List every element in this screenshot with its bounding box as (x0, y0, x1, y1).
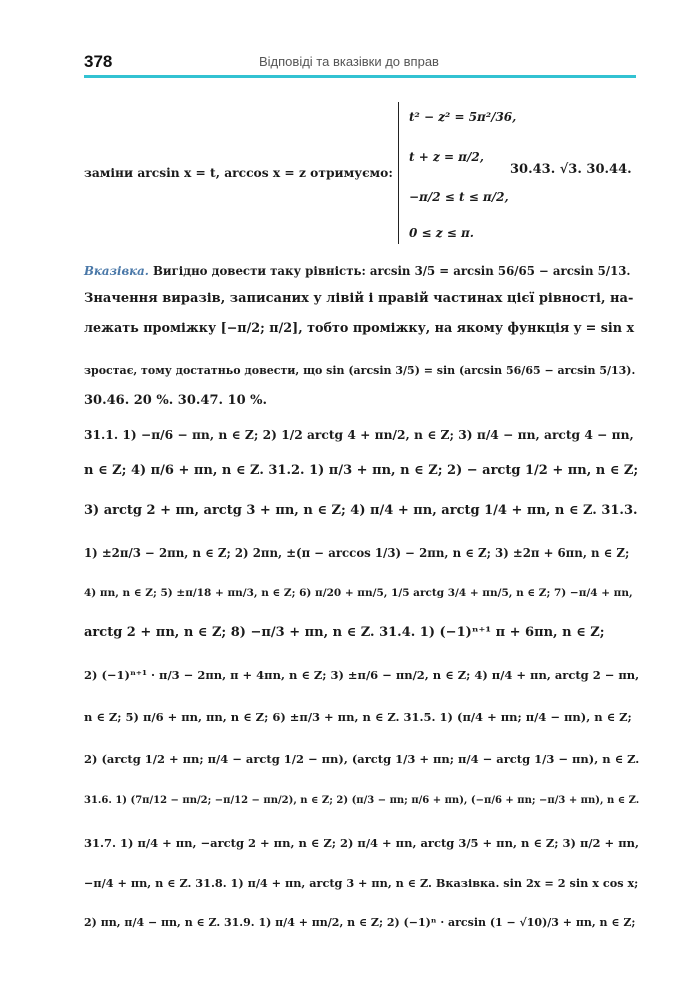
answer-line: 31.6. 1) (7π/12 − πn/2; −π/12 − πn/2), n ∈ Z; 2) (π/3 − πn; π/6 + πn), (−π/6 + πn; −π/3 + πn), n ∈ Z. (84, 795, 640, 806)
hint-label: Вказівка. (84, 264, 149, 278)
hint-line: 30.46. 20 %. 30.47. 10 %. (84, 393, 268, 408)
answer-line: 2) πn, π/4 − πn, n ∈ Z. 31.9. 1) π/4 + πn/2, n ∈ Z; 2) (−1)ⁿ · arcsin (1 − √10)/3 + πn, n ∈ Z; (84, 916, 636, 929)
answer-line: n ∈ Z; 4) π/6 + πn, n ∈ Z. 31.2. 1) π/3 + πn, n ∈ Z; 2) − arctg 1/2 + πn, n ∈ Z; (84, 463, 639, 478)
equation-system (398, 102, 517, 244)
running-title: Відповіді та вказівки до вправ (259, 54, 439, 69)
system-row: t + z = π/2, (409, 150, 484, 164)
answer-line: 31.7. 1) π/4 + πn, −arctg 2 + πn, n ∈ Z; 2) π/4 + πn, arctg 3/5 + πn, n ∈ Z; 3) π/2 + πn, (84, 836, 639, 850)
hint-text: Вигідно довести таку рівність: arcsin 3/5 = arcsin 56/65 − arcsin 5/13. (152, 264, 631, 278)
hint-line: Значення виразів, записаних у лівій і правій частинах цієї рівності, на- (84, 291, 634, 306)
answer-line: arctg 2 + πn, n ∈ Z; 8) −π/3 + πn, n ∈ Z. 31.4. 1) (−1)ⁿ⁺¹ π + 6πn, n ∈ Z; (84, 625, 605, 640)
system-intro: заміни arcsin x = t, arccos x = z отримуємо: (84, 165, 393, 180)
answer-line: n ∈ Z; 5) π/6 + πn, πn, n ∈ Z; 6) ±π/3 + πn, n ∈ Z. 31.5. 1) (π/4 + πn; π/4 − πn), n ∈ Z; (84, 710, 632, 724)
answer-line: 3) arctg 2 + πn, arctg 3 + πn, n ∈ Z; 4) π/4 + πn, arctg 1/4 + πn, n ∈ Z. 31.3. (84, 503, 638, 518)
answer-line: 4) πn, n ∈ Z; 5) ±π/18 + πn/3, n ∈ Z; 6) π/20 + πn/5, 1/5 arctg 3/4 + πn/5, n ∈ Z; 7) −π/4 + πn, (84, 587, 633, 599)
answer-line: 1) ±2π/3 − 2πn, n ∈ Z; 2) 2πn, ±(π − arccos 1/3) − 2πn, n ∈ Z; 3) ±2π + 6πn, n ∈ Z; (84, 546, 630, 560)
system-row: −π/2 ≤ t ≤ π/2, (409, 190, 509, 204)
system-row: 0 ≤ z ≤ π. (409, 226, 474, 240)
answer-line: −π/4 + πn, n ∈ Z. 31.8. 1) π/4 + πn, arctg 3 + πn, n ∈ Z. Вказівка. sin 2x = 2 sin x cos x; (84, 876, 639, 890)
header-rule (84, 75, 636, 78)
answers-30-43-30-44: 30.43. √3. 30.44. (510, 162, 632, 177)
page-number: 378 (84, 52, 113, 71)
hint-line: лежать проміжку [−π/2; π/2], тобто проміжку, на якому функція y = sin x (84, 321, 635, 336)
hint-line (84, 262, 640, 280)
answer-line: 2) (−1)ⁿ⁺¹ · π/3 − 2πn, π + 4πn, n ∈ Z; 3) ±π/6 − πn/2, n ∈ Z; 4) π/4 + πn, arctg 2 − πn, (84, 668, 640, 682)
hint-line: зростає, тому достатньо довести, що sin (arcsin 3/5) = sin (arcsin 56/65 − arcsin 5/13). (84, 364, 636, 377)
answer-line: 2) (arctg 1/2 + πn; π/4 − arctg 1/2 − πn), (arctg 1/3 + πn; π/4 − arctg 1/3 − πn), n ∈ Z. (84, 752, 640, 766)
system-row: t² − z² = 5π²/36, (409, 110, 517, 124)
answer-line: 31.1. 1) −π/6 − πn, n ∈ Z; 2) 1/2 arctg 4 + πn/2, n ∈ Z; 3) π/4 − πn, arctg 4 − πn, (84, 427, 634, 442)
